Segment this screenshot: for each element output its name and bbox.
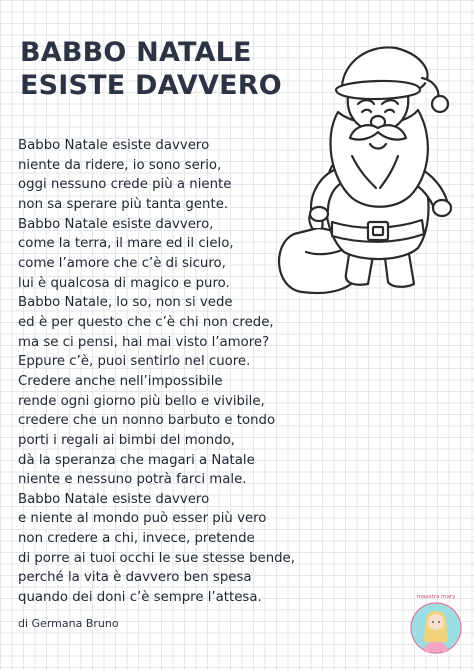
- poem-line: lui è qualcosa di magico e puro.: [18, 275, 230, 291]
- poem-line: Babbo Natale esiste davvero: [18, 138, 210, 153]
- poem-line: Credere anche nell’impossibile: [18, 373, 223, 389]
- poem-line: porti i regali ai bimbi del mondo,: [18, 432, 236, 448]
- poem-line: Babbo Natale esiste davvero,: [18, 216, 214, 232]
- poem-line: oggi nessuno crede più a niente: [18, 177, 232, 193]
- poem-line: non sa sperare più tanta gente.: [18, 196, 229, 212]
- title-line-1: BABBO NATALE: [20, 37, 252, 68]
- poem-line: niente e nessuno potrà farci male.: [18, 472, 247, 488]
- poem-line: come l’amore che c’è di sicuro,: [18, 255, 226, 271]
- poem-line: ed è per questo che c’è chi non crede,: [18, 314, 274, 330]
- poem-line: perché la vita è davvero ben spesa: [18, 570, 252, 586]
- poem-line: credere che un nonno barbuto e tondo: [18, 413, 276, 429]
- author-logo-badge: [408, 590, 464, 656]
- poem-line: niente da ridere, io sono serio,: [18, 157, 222, 173]
- santa-claus-illustration: [272, 38, 472, 298]
- poem-line: di porre ai tuoi occhi le sue stesse bende,: [18, 550, 295, 566]
- poem-line: e niente al mondo può esser più vero: [18, 511, 267, 527]
- page-title: [20, 36, 282, 102]
- author-credit: di Germana Bruno: [18, 617, 119, 630]
- poem-line: quando dei doni c’è sempre l’attesa.: [18, 590, 262, 606]
- poem: [18, 136, 308, 608]
- poem-line: Babbo Natale esiste davvero: [18, 491, 210, 507]
- badge-text: maestra mary: [416, 594, 456, 600]
- poem-line: dà la speranza che magari a Natale: [18, 452, 255, 468]
- poem-line: Babbo Natale, lo so, non si vede: [18, 295, 233, 311]
- poem-line: come la terra, il mare ed il cielo,: [18, 236, 234, 252]
- poem-line: Eppure c’è, puoi sentirlo nel cuore.: [18, 354, 251, 370]
- poem-line: non credere a chi, invece, pretende: [18, 531, 255, 547]
- title-line-2: ESISTE DAVVERO: [20, 70, 282, 101]
- poem-line: rende ogni giorno più bello e vivibile,: [18, 393, 265, 409]
- poem-line: ma se ci pensi, hai mai visto l’amore?: [18, 334, 270, 350]
